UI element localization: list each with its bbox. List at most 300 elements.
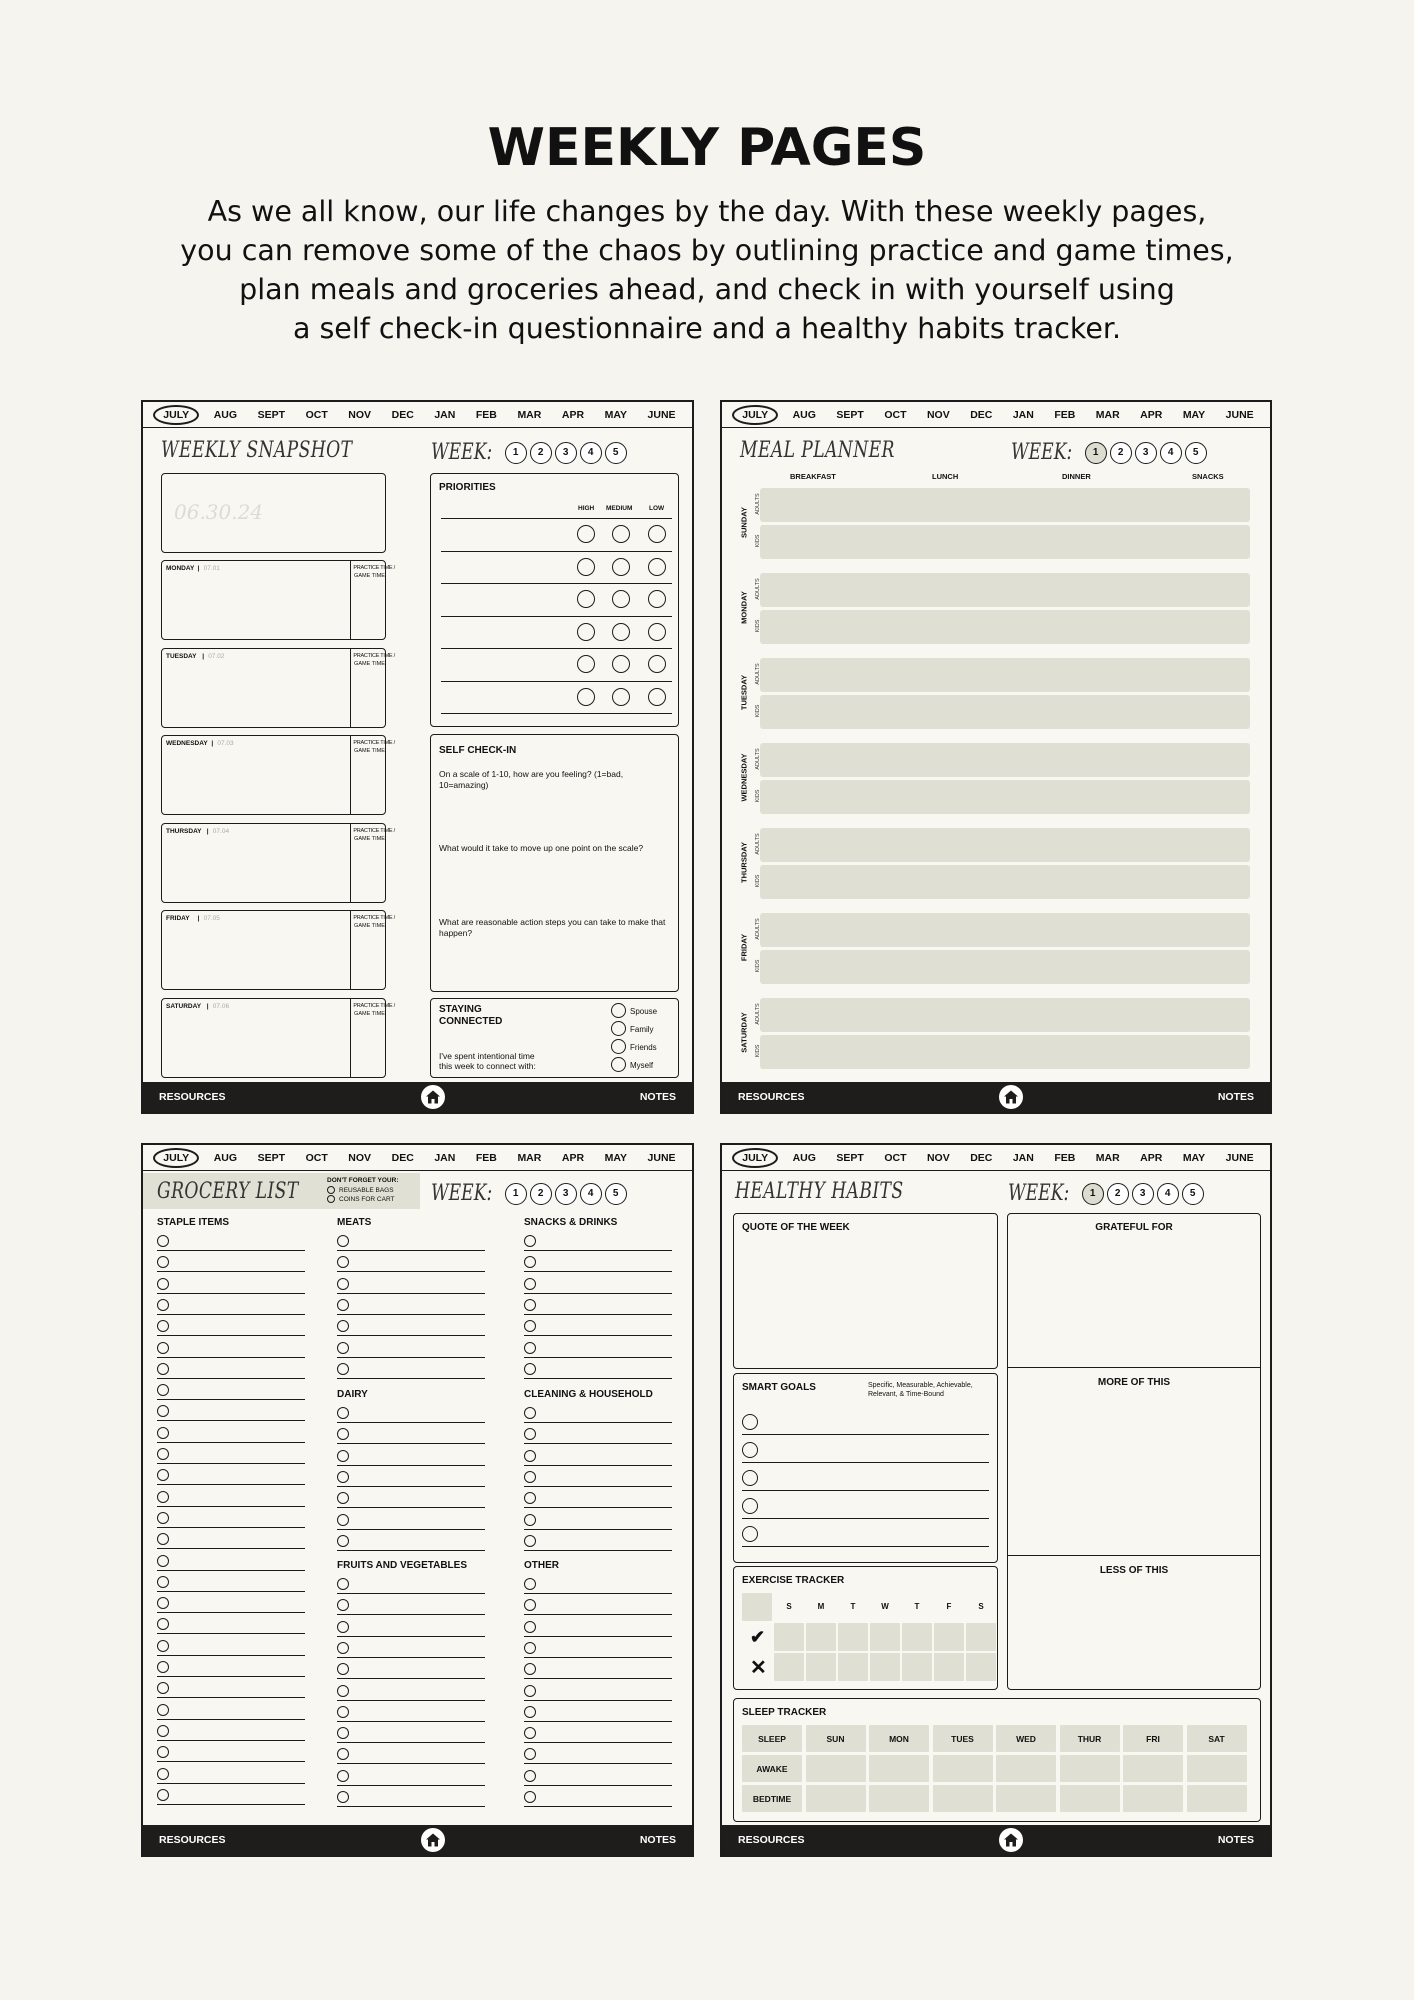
sleep-cell[interactable]: [1060, 1785, 1120, 1812]
month-tab-jan[interactable]: JAN: [434, 1151, 456, 1164]
home-icon[interactable]: [999, 1085, 1023, 1109]
grocery-checkbox[interactable]: [524, 1363, 536, 1375]
grocery-checkbox[interactable]: [157, 1597, 169, 1609]
week-2-button[interactable]: 2: [1107, 1183, 1129, 1205]
adults-label: ADULTS: [755, 578, 761, 600]
meal-adults-row[interactable]: [760, 573, 1250, 607]
grocery-checkbox[interactable]: [157, 1491, 169, 1503]
month-tab-dec[interactable]: DEC: [970, 1151, 993, 1164]
week-5-button[interactable]: 5: [1185, 442, 1207, 464]
grocery-checkbox[interactable]: [524, 1663, 536, 1675]
priority-checkbox[interactable]: [577, 558, 595, 576]
week-4-button[interactable]: 4: [580, 1183, 602, 1205]
month-tab-feb[interactable]: FEB: [1054, 408, 1076, 421]
week-2-button[interactable]: 2: [1110, 442, 1132, 464]
exercise-label: EXERCISE TRACKER: [742, 1575, 845, 1586]
month-tab-sept[interactable]: SEPT: [257, 408, 286, 421]
grocery-checkbox[interactable]: [157, 1682, 169, 1694]
grocery-checkbox[interactable]: [524, 1770, 536, 1782]
grocery-line: [524, 1529, 672, 1530]
smart-goal-checkbox[interactable]: [742, 1470, 758, 1486]
date-box: [161, 473, 386, 553]
exercise-cell: [742, 1653, 772, 1681]
smart-goals-box: [733, 1373, 998, 1563]
divider: [350, 736, 351, 814]
month-tab-sept[interactable]: SEPT: [836, 1151, 864, 1164]
month-tab-jan[interactable]: JAN: [434, 408, 456, 421]
grocery-checkbox[interactable]: [524, 1535, 536, 1547]
grocery-checkbox[interactable]: [524, 1514, 536, 1526]
week-label: WEEK:: [431, 1181, 493, 1206]
grocery-checkbox[interactable]: [524, 1407, 536, 1419]
grocery-checkbox[interactable]: [337, 1621, 349, 1633]
meal-adults-row[interactable]: [760, 743, 1250, 777]
grocery-checkbox[interactable]: [157, 1405, 169, 1417]
exercise-cell[interactable]: [838, 1653, 868, 1681]
grocery-checkbox[interactable]: [337, 1727, 349, 1739]
week-4-button[interactable]: 4: [580, 442, 602, 464]
meal-kids-row[interactable]: [760, 525, 1250, 559]
priority-checkbox[interactable]: [648, 590, 666, 608]
exercise-cell[interactable]: [806, 1653, 836, 1681]
grocery-checkbox[interactable]: [157, 1278, 169, 1290]
month-tab-feb[interactable]: FEB: [475, 1151, 497, 1164]
exercise-cell[interactable]: [934, 1623, 964, 1651]
week-1-button[interactable]: 1: [505, 442, 527, 464]
home-icon[interactable]: [999, 1828, 1023, 1852]
priority-checkbox[interactable]: [612, 623, 630, 641]
month-tab-feb[interactable]: FEB: [475, 408, 497, 421]
grocery-checkbox[interactable]: [157, 1256, 169, 1268]
month-tab-jan[interactable]: JAN: [1012, 408, 1034, 421]
grocery-checkbox[interactable]: [157, 1299, 169, 1311]
reminder-checkbox[interactable]: [327, 1195, 335, 1203]
day-separator: |: [197, 915, 200, 922]
month-tab-may[interactable]: MAY: [604, 1151, 627, 1164]
day-date: 07.05: [203, 915, 220, 922]
exercise-cell[interactable]: [774, 1623, 804, 1651]
week-2-button[interactable]: 2: [530, 1183, 552, 1205]
month-tab-nov[interactable]: NOV: [348, 408, 372, 421]
priority-line: [441, 616, 672, 617]
connect-checkbox[interactable]: [611, 1039, 626, 1054]
exercise-cell[interactable]: [966, 1623, 996, 1651]
sleep-cell[interactable]: [1187, 1785, 1247, 1812]
grocery-checkbox[interactable]: [337, 1770, 349, 1782]
practice-label: PRACTICE TIME /: [353, 915, 395, 921]
week-4-button[interactable]: 4: [1160, 442, 1182, 464]
day-box-friday[interactable]: [161, 910, 395, 990]
month-tab-apr[interactable]: APR: [1140, 1151, 1163, 1164]
week-3-button[interactable]: 3: [1132, 1183, 1154, 1205]
sleep-cell: [742, 1785, 802, 1812]
month-tab-may[interactable]: MAY: [1182, 408, 1206, 421]
month-tab-aug[interactable]: AUG: [792, 408, 816, 421]
grocery-checkbox[interactable]: [337, 1492, 349, 1504]
priority-checkbox[interactable]: [648, 655, 666, 673]
sleep-cell[interactable]: [869, 1785, 929, 1812]
week-1-button[interactable]: 1: [1085, 442, 1107, 464]
smart-goal-checkbox[interactable]: [742, 1498, 758, 1514]
quote-box: [733, 1213, 998, 1369]
notes-link[interactable]: NOTES: [1217, 1834, 1254, 1846]
grocery-checkbox[interactable]: [157, 1746, 169, 1758]
grocery-line: [524, 1678, 672, 1679]
month-tab-june[interactable]: JUNE: [647, 1151, 676, 1164]
month-tab-jan[interactable]: JAN: [1012, 1151, 1034, 1164]
month-tab-mar[interactable]: MAR: [517, 408, 542, 421]
meal-kids-row[interactable]: [760, 695, 1250, 729]
sleep-header-cell: [1187, 1725, 1247, 1752]
home-icon[interactable]: [421, 1828, 445, 1852]
grocery-line: [157, 1676, 305, 1677]
grocery-checkbox[interactable]: [157, 1235, 169, 1247]
priority-checkbox[interactable]: [612, 525, 630, 543]
week-5-button[interactable]: 5: [605, 1183, 627, 1205]
smart-goal-checkbox[interactable]: [742, 1414, 758, 1430]
checkin-question: What would it take to move up one point on the scale?: [439, 843, 644, 853]
connect-checkbox[interactable]: [611, 1057, 626, 1072]
grocery-checkbox[interactable]: [337, 1299, 349, 1311]
month-tab-may[interactable]: MAY: [604, 408, 627, 421]
exercise-cell[interactable]: [806, 1623, 836, 1651]
month-tab-july[interactable]: JULY: [153, 405, 199, 425]
grocery-checkbox[interactable]: [337, 1471, 349, 1483]
day-box-tuesday[interactable]: [161, 648, 395, 728]
month-tab-june[interactable]: JUNE: [647, 408, 676, 421]
resources-link[interactable]: RESOURCES: [738, 1834, 805, 1846]
grocery-checkbox[interactable]: [337, 1514, 349, 1526]
month-tab-oct[interactable]: OCT: [305, 1151, 328, 1164]
month-tab-nov[interactable]: NOV: [926, 1151, 950, 1164]
day-separator: |: [206, 1002, 209, 1010]
grocery-line: [157, 1271, 305, 1272]
exercise-day-label: T: [850, 1602, 856, 1611]
day-box-monday[interactable]: [161, 560, 395, 640]
grocery-line: [524, 1657, 672, 1658]
day-separator: |: [206, 827, 209, 835]
grocery-checkbox[interactable]: [337, 1706, 349, 1718]
home-icon[interactable]: [421, 1085, 445, 1109]
less-label: LESS OF THIS: [1099, 1565, 1169, 1576]
month-tab-dec[interactable]: DEC: [970, 408, 993, 421]
footer-bar: [143, 1082, 692, 1112]
sleep-cell[interactable]: [806, 1755, 866, 1782]
grocery-checkbox[interactable]: [157, 1469, 169, 1481]
exercise-cell[interactable]: [838, 1623, 868, 1651]
grocery-checkbox[interactable]: [337, 1407, 349, 1419]
week-3-button[interactable]: 3: [1135, 442, 1157, 464]
day-separator: |: [202, 652, 205, 660]
grocery-checkbox[interactable]: [524, 1428, 536, 1440]
grocery-checkbox[interactable]: [337, 1235, 349, 1247]
grocery-checkbox[interactable]: [524, 1235, 536, 1247]
priority-checkbox[interactable]: [648, 558, 666, 576]
grocery-checkbox[interactable]: [337, 1663, 349, 1675]
priority-checkbox[interactable]: [612, 688, 630, 706]
grocery-checkbox[interactable]: [524, 1256, 536, 1268]
week-5-button[interactable]: 5: [1182, 1183, 1204, 1205]
grocery-line: [524, 1378, 672, 1379]
week-3-button[interactable]: 3: [555, 442, 577, 464]
practice-label: PRACTICE TIME /: [353, 652, 395, 659]
grocery-checkbox[interactable]: [524, 1299, 536, 1311]
priority-checkbox[interactable]: [577, 688, 595, 706]
grocery-checkbox[interactable]: [157, 1342, 169, 1354]
month-tab-june[interactable]: JUNE: [1225, 408, 1254, 421]
meal-adults-row[interactable]: [760, 913, 1250, 947]
sleep-cell[interactable]: [933, 1785, 993, 1812]
sleep-header-label: FRI: [1146, 1734, 1160, 1744]
meal-day-label: THURSDAY: [739, 842, 749, 883]
priority-checkbox[interactable]: [648, 623, 666, 641]
grocery-line: [157, 1570, 305, 1571]
grocery-checkbox[interactable]: [524, 1492, 536, 1504]
week-1-button[interactable]: 1: [1082, 1183, 1104, 1205]
exercise-header-cell: [774, 1593, 804, 1621]
grocery-checkbox[interactable]: [157, 1448, 169, 1460]
grocery-checkbox[interactable]: [337, 1428, 349, 1440]
week-4-button[interactable]: 4: [1157, 1183, 1179, 1205]
month-tab-mar[interactable]: MAR: [1095, 408, 1120, 421]
sleep-cell[interactable]: [933, 1755, 993, 1782]
page-title: HEALTHY HABITS: [735, 1179, 904, 1204]
resources-link[interactable]: RESOURCES: [159, 1091, 226, 1103]
sleep-cell[interactable]: [1060, 1755, 1120, 1782]
exercise-header-cell: [838, 1593, 868, 1621]
other-label: OTHER: [524, 1560, 559, 1571]
meal-kids-row[interactable]: [760, 780, 1250, 814]
grocery-checkbox[interactable]: [524, 1450, 536, 1462]
sleep-cell[interactable]: [996, 1785, 1056, 1812]
grocery-checkbox[interactable]: [157, 1704, 169, 1716]
priority-checkbox[interactable]: [577, 590, 595, 608]
grocery-checkbox[interactable]: [524, 1320, 536, 1332]
grocery-checkbox[interactable]: [524, 1685, 536, 1697]
smart-goal-checkbox[interactable]: [742, 1442, 758, 1458]
priority-line: [441, 713, 672, 714]
day-box-saturday[interactable]: [161, 998, 395, 1078]
grocery-checkbox[interactable]: [337, 1363, 349, 1375]
resources-link[interactable]: RESOURCES: [738, 1091, 805, 1103]
grocery-line: [337, 1293, 485, 1294]
month-tab-dec[interactable]: DEC: [391, 1151, 414, 1164]
grocery-checkbox[interactable]: [157, 1789, 169, 1801]
grocery-checkbox[interactable]: [157, 1661, 169, 1673]
day-box-wednesday[interactable]: [161, 735, 395, 815]
exercise-cell[interactable]: [774, 1653, 804, 1681]
priority-checkbox[interactable]: [577, 655, 595, 673]
month-tab-sept[interactable]: SEPT: [257, 1151, 286, 1164]
priority-checkbox[interactable]: [577, 525, 595, 543]
sleep-cell[interactable]: [806, 1785, 866, 1812]
grocery-checkbox[interactable]: [157, 1512, 169, 1524]
sleep-cell[interactable]: [996, 1755, 1056, 1782]
grocery-checkbox[interactable]: [337, 1578, 349, 1590]
grocery-checkbox[interactable]: [337, 1450, 349, 1462]
date-text: 06.30.24: [174, 500, 264, 524]
priority-checkbox[interactable]: [612, 558, 630, 576]
meal-adults-row[interactable]: [760, 828, 1250, 862]
grocery-checkbox[interactable]: [157, 1725, 169, 1737]
grocery-checkbox[interactable]: [157, 1640, 169, 1652]
sleep-cell[interactable]: [1123, 1755, 1183, 1782]
grocery-checkbox[interactable]: [337, 1599, 349, 1611]
month-tab-sept[interactable]: SEPT: [836, 408, 864, 421]
smart-goal-line: [742, 1434, 989, 1435]
month-tab-mar[interactable]: MAR: [517, 1151, 542, 1164]
month-tab-aug[interactable]: AUG: [213, 408, 238, 421]
grocery-line: [157, 1293, 305, 1294]
smart-goal-checkbox[interactable]: [742, 1526, 758, 1542]
week-5-button[interactable]: 5: [605, 442, 627, 464]
priority-checkbox[interactable]: [648, 688, 666, 706]
month-tab-oct[interactable]: OCT: [305, 408, 328, 421]
week-1-button[interactable]: 1: [505, 1183, 527, 1205]
sleep-cell[interactable]: [1187, 1755, 1247, 1782]
month-tab-apr[interactable]: APR: [1140, 408, 1163, 421]
month-tab-oct[interactable]: OCT: [884, 408, 907, 421]
month-tab-may[interactable]: MAY: [1182, 1151, 1206, 1164]
grocery-checkbox[interactable]: [157, 1533, 169, 1545]
cleaning-label: CLEANING & HOUSEHOLD: [524, 1389, 653, 1400]
month-tab-feb[interactable]: FEB: [1054, 1151, 1076, 1164]
exercise-cell[interactable]: [934, 1653, 964, 1681]
grocery-line: [337, 1529, 485, 1530]
month-tab-june[interactable]: JUNE: [1225, 1151, 1254, 1164]
month-tab-oct[interactable]: OCT: [884, 1151, 907, 1164]
meal-kids-row[interactable]: [760, 950, 1250, 984]
level-high: HIGH: [578, 505, 595, 512]
priority-checkbox[interactable]: [612, 655, 630, 673]
grocery-checkbox[interactable]: [524, 1791, 536, 1803]
meal-adults-row[interactable]: [760, 998, 1250, 1032]
sleep-header-cell: [869, 1725, 929, 1752]
week-selector: [1008, 1181, 1204, 1206]
reminder-checkbox[interactable]: [327, 1186, 335, 1194]
notes-link[interactable]: NOTES: [639, 1091, 676, 1103]
resources-link[interactable]: RESOURCES: [159, 1834, 226, 1846]
month-tab-july[interactable]: JULY: [153, 1148, 199, 1168]
week-3-button[interactable]: 3: [555, 1183, 577, 1205]
grocery-checkbox[interactable]: [524, 1727, 536, 1739]
meal-day-label: TUESDAY: [739, 674, 749, 711]
sleep-cell[interactable]: [1123, 1785, 1183, 1812]
grocery-checkbox[interactable]: [524, 1599, 536, 1611]
grocery-checkbox[interactable]: [337, 1791, 349, 1803]
grocery-checkbox[interactable]: [524, 1642, 536, 1654]
reminder-item: REUSABLE BAGS: [339, 1187, 394, 1194]
month-tab-aug[interactable]: AUG: [792, 1151, 816, 1164]
connect-checkbox[interactable]: [611, 1021, 626, 1036]
grocery-line: [524, 1465, 672, 1466]
week-label: WEEK:: [1008, 1181, 1070, 1206]
grocery-line: [157, 1378, 305, 1379]
exercise-cell[interactable]: [902, 1623, 932, 1651]
grocery-checkbox[interactable]: [157, 1320, 169, 1332]
meal-kids-row[interactable]: [760, 1035, 1250, 1069]
grocery-checkbox[interactable]: [524, 1621, 536, 1633]
week-2-button[interactable]: 2: [530, 442, 552, 464]
priority-checkbox[interactable]: [648, 525, 666, 543]
grocery-checkbox[interactable]: [337, 1320, 349, 1332]
kids-label: KIDS: [755, 534, 761, 548]
priority-checkbox[interactable]: [577, 623, 595, 641]
grocery-line: [524, 1806, 672, 1807]
month-tab-nov[interactable]: NOV: [348, 1151, 372, 1164]
grocery-checkbox[interactable]: [337, 1256, 349, 1268]
sleep-cell[interactable]: [869, 1755, 929, 1782]
level-medium: MEDIUM: [606, 505, 633, 512]
meal-adults-row[interactable]: [760, 658, 1250, 692]
grocery-checkbox[interactable]: [337, 1278, 349, 1290]
grocery-checkbox[interactable]: [337, 1342, 349, 1354]
grocery-line: [524, 1314, 672, 1315]
grocery-checkbox[interactable]: [157, 1618, 169, 1630]
month-tab-apr[interactable]: APR: [561, 1151, 585, 1164]
grocery-checkbox[interactable]: [524, 1471, 536, 1483]
notes-link[interactable]: NOTES: [639, 1834, 676, 1846]
month-tab-nov[interactable]: NOV: [926, 408, 950, 421]
notes-link[interactable]: NOTES: [1217, 1091, 1254, 1103]
grocery-checkbox[interactable]: [524, 1578, 536, 1590]
grocery-line: [337, 1250, 485, 1251]
page-heading: WEEKLY PAGES: [487, 118, 927, 178]
exercise-cell[interactable]: [966, 1653, 996, 1681]
meal-kids-row[interactable]: [760, 865, 1250, 899]
day-box-thursday[interactable]: [161, 823, 395, 903]
staple-label: STAPLE ITEMS: [157, 1217, 230, 1228]
meal-day-label: MONDAY: [739, 591, 749, 624]
meal-adults-row[interactable]: [760, 488, 1250, 522]
month-tab-mar[interactable]: MAR: [1095, 1151, 1120, 1164]
grocery-checkbox[interactable]: [157, 1555, 169, 1567]
month-tab-july[interactable]: JULY: [732, 1148, 778, 1168]
month-tab-aug[interactable]: AUG: [213, 1151, 238, 1164]
self-checkin-label: SELF CHECK-IN: [439, 745, 517, 756]
grocery-checkbox[interactable]: [337, 1748, 349, 1760]
exercise-day-label: M: [817, 1602, 825, 1611]
grocery-checkbox[interactable]: [157, 1427, 169, 1439]
grocery-checkbox[interactable]: [524, 1748, 536, 1760]
kids-label: KIDS: [755, 704, 761, 718]
grocery-checkbox[interactable]: [157, 1363, 169, 1375]
grocery-checkbox[interactable]: [157, 1576, 169, 1588]
exercise-cell[interactable]: [870, 1653, 900, 1681]
meats-label: MEATS: [337, 1217, 372, 1228]
meal-kids-row[interactable]: [760, 610, 1250, 644]
month-tab-july[interactable]: JULY: [732, 405, 778, 425]
month-tab-dec[interactable]: DEC: [391, 408, 414, 421]
grocery-checkbox[interactable]: [524, 1706, 536, 1718]
exercise-header-cell: [806, 1593, 836, 1621]
day-name: TUESDAY: [166, 652, 197, 660]
meal-day-label: WEDNESDAY: [739, 753, 749, 802]
month-tab-apr[interactable]: APR: [561, 408, 585, 421]
exercise-cell[interactable]: [902, 1653, 932, 1681]
grocery-checkbox[interactable]: [524, 1342, 536, 1354]
grocery-checkbox[interactable]: [157, 1384, 169, 1396]
priority-checkbox[interactable]: [612, 590, 630, 608]
grocery-checkbox[interactable]: [157, 1768, 169, 1780]
footer-bar: [722, 1082, 1270, 1112]
grocery-checkbox[interactable]: [524, 1278, 536, 1290]
grocery-checkbox[interactable]: [337, 1685, 349, 1697]
grocery-checkbox[interactable]: [337, 1535, 349, 1547]
connect-checkbox[interactable]: [611, 1003, 626, 1018]
exercise-cell[interactable]: [870, 1623, 900, 1651]
grocery-checkbox[interactable]: [337, 1642, 349, 1654]
